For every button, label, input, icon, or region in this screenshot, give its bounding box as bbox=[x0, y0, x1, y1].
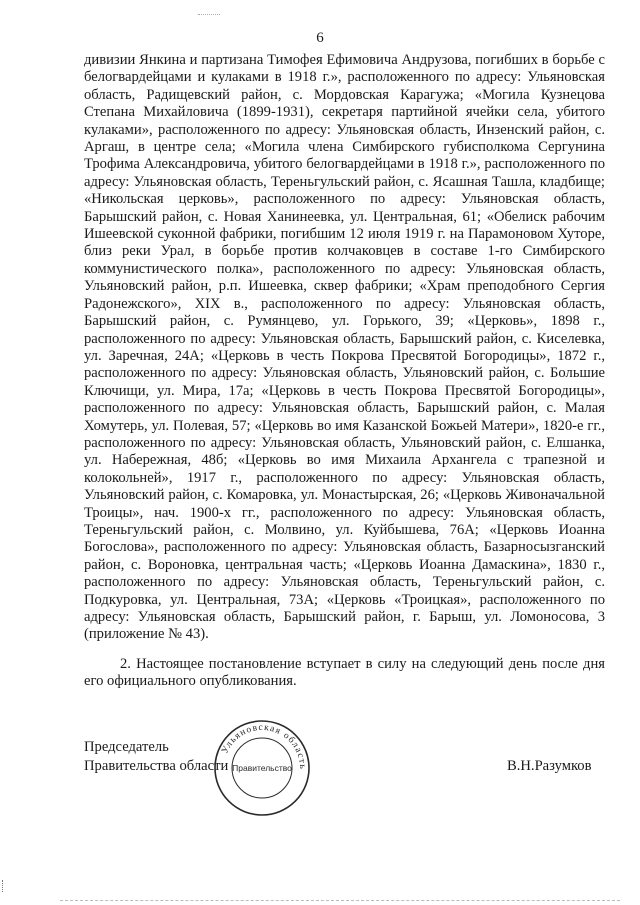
seal-ring-text: Ульяновская область bbox=[220, 722, 308, 771]
scan-artifact bbox=[198, 14, 220, 21]
signatory-title-line-1: Председатель bbox=[84, 739, 169, 755]
scan-left-mark bbox=[2, 880, 9, 892]
body-paragraph-1: дивизии Янкина и партизана Тимофея Ефимовича Андрузова, погибших в борьбе с белогвардейцами и кулаками в 1918 г.», расположенного по адресу: Ульяновская область, Радищевский район, с. Мордовская Карагужа; «Могила Кузнецова Степана Михайловича (1899-1931), секретаря партийной ячейки села, убитого кулаками», расположенного по адресу: Ульяновская область, Инзенский район, с. Аргаш, в центре села; «Могила члена Симбирского губисполкома Сергунина Трофима Александровича, убитого белогвардейцами в 1918 г.», расположенного по адресу: Ульяновская область, Тереньгульский район, с. Ясашная Ташла, кладбище; «Никольская церковь», расположенного по адресу: Ульяновская область, Барышский район, с. Новая Ханинеевка, ул. Центральная, 61; «Обелиск рабочим Ишеевской суконной фабрики, погибшим 12 июля 1919 г. на Парамоновом Хуторе, близ реки Урал, в борьбе против колчаковцев в составе 1-го Симбирского коммунистического полка», расположенного по адресу: Ульяновская область, Ульяновский район, р.п. Ишеевка, сквер фабрики; «Храм преподобного Сергия Радонежского», XIX в., расположенного по адресу: Ульяновская область, Барышский район, с. Румянцево, ул. Горького, 39; «Церковь», 1898 г., расположенного по адресу: Ульяновская область, Барышский район, с. Киселевка, ул. Заречная, 24А; «Церковь в честь Покрова Пресвятой Богородицы», 1872 г., расположенного по адресу: Ульяновская область, Ульяновский район, с. Большие Ключищи, ул. Мира, 17а; «Церковь в честь Покрова Пресвятой Богородицы», расположенного по адресу: Ульяновская область, Барышский район, с. Малая Хомутерь, ул. Полевая, 57; «Церковь во имя Казанской Божьей Матери», 1820-е гг., расположенного по адресу: Ульяновская область, Ульяновский район, с. Елшанка, ул. Набережная, 48б; «Церковь во имя Михаила Архангела с трапезной и колокольней», 1917 г., расположенного по адресу: Ульяновская область, Ульяновский район, с. Комаровка, ул. Монастырская, 26; «Церковь Живоначальной Троицы», нач. 1900-х гг., расположенного по адресу: Ульяновская область, Тереньгульский район, с. Молвино, ул. Куйбышева, 76А; «Церковь Иоанна Богослова», расположенного по адресу: Ульяновская область, Базарносызганский район, с. Вороновка, центральная часть; «Церковь Иоанна Дамаскина», 1830 г., расположенного по адресу: Ульяновская область, Тереньгульский район, с. Подкуровка, ул. Центральная, 73А; «Церковь «Троицкая», расположенного по адресу: Ульяновская область, Барышский район, г. Барыш, ул. Ломоносова, 3 (приложение № 43). bbox=[84, 52, 605, 643]
official-seal-stamp bbox=[212, 718, 312, 818]
signatory-name: В.Н.Разумков bbox=[507, 758, 592, 774]
body-paragraph-2: 2. Настоящее постановление вступает в силу на следующий день после дня его официального опубликования. bbox=[84, 656, 605, 690]
signatory-title-line-2: Правительства области bbox=[84, 758, 229, 774]
signatory-title bbox=[84, 738, 228, 776]
scan-bottom-edge bbox=[60, 900, 620, 903]
page-number: 6 bbox=[316, 30, 324, 46]
seal-center-text: Правительство bbox=[232, 763, 292, 773]
